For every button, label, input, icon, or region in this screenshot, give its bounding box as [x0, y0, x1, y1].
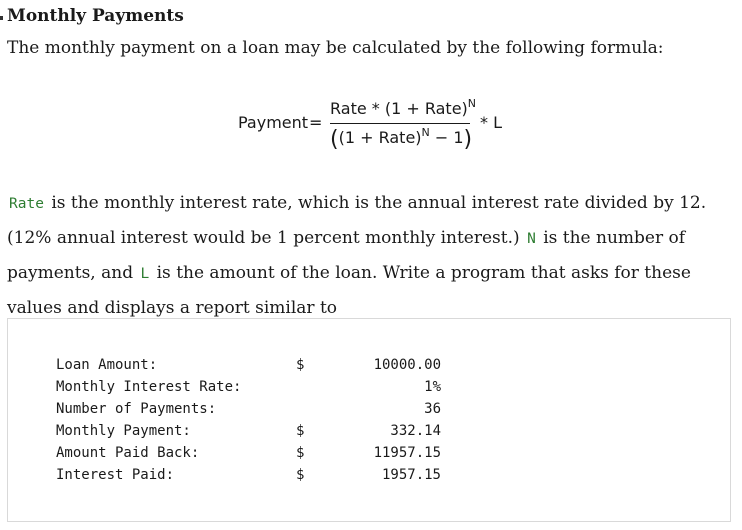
report-label: Number of Payments:: [56, 401, 217, 417]
dollar-sign: $: [296, 423, 305, 439]
denominator-close-paren: ): [463, 127, 473, 152]
formula-lhs: Payment: [238, 113, 309, 132]
sample-report-box: [7, 318, 731, 522]
report-amount: 1%: [424, 379, 441, 395]
heading-marker: [0, 16, 3, 20]
section-heading: Monthly Payments: [7, 6, 184, 26]
formula-denominator: [330, 127, 472, 152]
report-label: Amount Paid Back:: [56, 445, 200, 461]
l-variable: L: [140, 266, 150, 282]
report-label: Monthly Interest Rate:: [56, 379, 242, 395]
paragraph-text-2: is the number of payments, and: [7, 228, 686, 283]
denominator-base: (1 + Rate): [338, 128, 422, 147]
formula-numerator: [330, 99, 476, 118]
numerator-exponent: N: [467, 97, 477, 110]
description-paragraph: [7, 186, 735, 325]
fraction-bar: [330, 123, 470, 124]
paragraph-text-1: is the monthly interest rate, which is the annual interest rate divided by 12. (12% annual interest would be 1 percent monthly interest.): [7, 193, 707, 248]
formula-multiplier: * L: [480, 113, 502, 132]
report-label: Interest Paid:: [56, 467, 175, 483]
denominator-tail: − 1: [429, 128, 464, 147]
report-amount: 332.14: [390, 423, 441, 439]
report-label: Monthly Payment:: [56, 423, 191, 439]
report-amount: 10000.00: [373, 357, 441, 373]
payment-formula: [238, 96, 518, 156]
denominator-exponent: N: [421, 126, 430, 139]
denominator-open-paren: (: [330, 127, 339, 152]
dollar-sign: $: [296, 467, 305, 483]
formula-equals: =: [309, 113, 323, 132]
intro-text: The monthly payment on a loan may be calculated by the following formula:: [7, 38, 664, 58]
rate-variable: Rate: [9, 196, 44, 212]
report-amount: 11957.15: [373, 445, 441, 461]
report-amount: 1957.15: [381, 467, 441, 483]
n-variable: N: [527, 231, 536, 247]
numerator-base: Rate * (1 + Rate): [330, 99, 468, 118]
dollar-sign: $: [296, 357, 305, 373]
paragraph-text-3: is the amount of the loan. Write a program that asks for these values and displays a report similar to: [7, 263, 691, 318]
report-amount: 36: [424, 401, 441, 417]
dollar-sign: $: [296, 445, 305, 461]
report-label: Loan Amount:: [56, 357, 158, 373]
